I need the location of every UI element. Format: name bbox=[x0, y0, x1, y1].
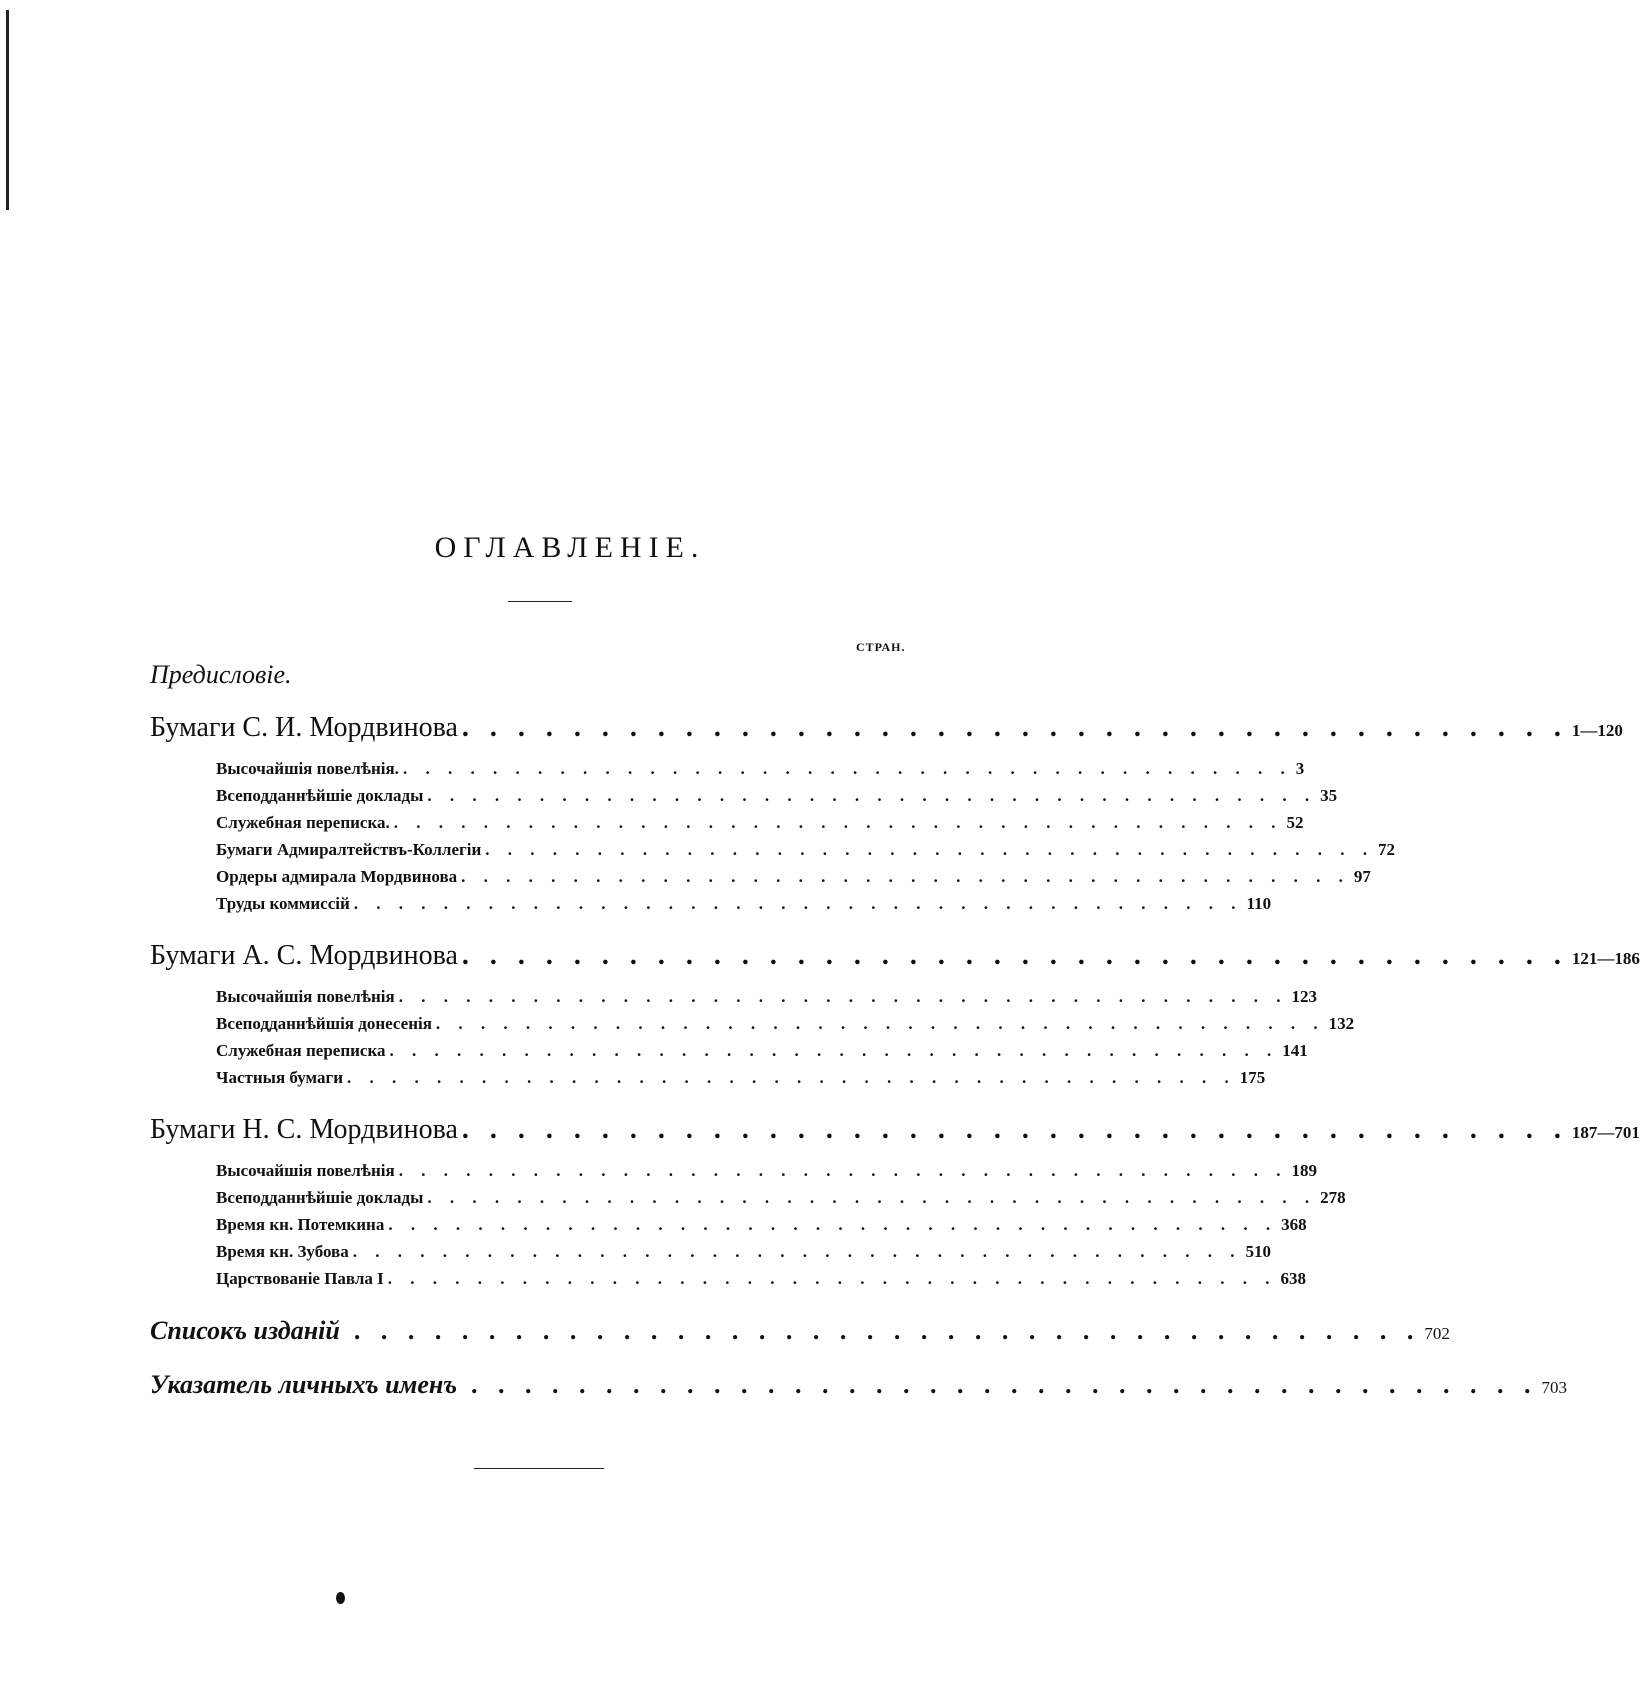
item-page: 278 bbox=[1320, 1188, 1346, 1207]
toc-item bbox=[216, 987, 1317, 1007]
leader-dots: . . . . . . . . . . . . . . . . . . . . . . . . . . . . . . . . . . . . . . . . bbox=[389, 1041, 1279, 1060]
toc-item bbox=[216, 1215, 1307, 1235]
toc-item bbox=[216, 894, 1272, 914]
item-label: Ордеры адмирала Мордвинова bbox=[216, 867, 458, 886]
item-page: 132 bbox=[1328, 1014, 1355, 1033]
leader-dots: . . . . . . . . . . . . . . . . . . . . . . . . . . . . . . . . . . . . . . . . bbox=[435, 1014, 1325, 1033]
item-label: Частныя бумаги bbox=[216, 1068, 343, 1087]
section-pages: 121—186 bbox=[1571, 949, 1640, 968]
item-page: 189 bbox=[1291, 1161, 1317, 1180]
item-label: Время кн. Зубова bbox=[216, 1242, 349, 1261]
item-page: 510 bbox=[1245, 1242, 1271, 1261]
preface-entry: Предисловіе. bbox=[150, 660, 292, 689]
section-pages: 1—120 bbox=[1571, 721, 1623, 740]
item-page: 175 bbox=[1239, 1068, 1266, 1087]
leader-dots: . . . . . . . . . . . . . . . . . . . . . . . . . . . . . . . . . . . . . . . . bbox=[427, 786, 1317, 805]
item-label: Служебная переписка bbox=[216, 1041, 386, 1060]
item-label: Высочайшія повелѣнія bbox=[216, 987, 395, 1006]
toc-item bbox=[216, 759, 1305, 779]
item-label: Труды коммиссій bbox=[216, 894, 350, 913]
toc-item bbox=[216, 1068, 1266, 1088]
leader-dots: . . . . . . . . . . . . . . . . . . . . . . . . . . . . . . . . . . . . . . . . bbox=[471, 1370, 1538, 1399]
page-title: ОГЛАВЛЕНІЕ. bbox=[434, 531, 706, 564]
leader-dots: . . . . . . . . . . . . . . . . . . . . . . . . . . . . . . . . . . . . . . . . bbox=[485, 840, 1374, 859]
end-rule bbox=[474, 1468, 604, 1469]
item-page: 123 bbox=[1291, 987, 1317, 1006]
leader-dots: . . . . . . . . . . . . . . . . . . . . . . . . . . . . . . . . . . . . . . . . bbox=[398, 1161, 1288, 1180]
item-label: Высочайшія повелѣнія. bbox=[216, 759, 399, 778]
item-label: Всеподданнѣйшія донесенія bbox=[216, 1014, 432, 1033]
page-edge-line bbox=[6, 10, 9, 210]
section-title: Бумаги А. С. Мордвинова bbox=[150, 940, 458, 971]
toc-item bbox=[216, 1242, 1271, 1262]
toc-item bbox=[216, 1188, 1346, 1208]
toc-item bbox=[216, 1041, 1308, 1061]
entry-page: 702 bbox=[1424, 1324, 1450, 1343]
item-page: 110 bbox=[1246, 894, 1272, 913]
leader-dots: . . . . . . . . . . . . . . . . . . . . . . . . . . . . . . . . . . . . . . . . bbox=[461, 1114, 1568, 1145]
item-page: 368 bbox=[1281, 1215, 1307, 1234]
entry-title: Указатель личныхъ именъ bbox=[150, 1370, 458, 1399]
item-page: 97 bbox=[1353, 867, 1371, 886]
toc-item bbox=[216, 1014, 1355, 1034]
toc-item bbox=[216, 867, 1371, 887]
leader-dots: . . . . . . . . . . . . . . . . . . . . . . . . . . . . . . . . . . . . . . . . bbox=[387, 1269, 1277, 1288]
leader-dots: . . . . . . . . . . . . . . . . . . . . . . . . . . . . . . . . . . . . . . . . bbox=[352, 1242, 1242, 1261]
toc-publications-list bbox=[150, 1316, 1450, 1346]
toc-section-3 bbox=[150, 1114, 1640, 1146]
item-label: Бумаги Адмиралтействъ-Коллегіи bbox=[216, 840, 482, 859]
item-page: 72 bbox=[1378, 840, 1395, 859]
item-label: Царствованіе Павла I bbox=[216, 1269, 384, 1288]
toc-item bbox=[216, 1269, 1307, 1289]
section-title: Бумаги С. И. Мордвинова bbox=[150, 712, 458, 743]
toc-item bbox=[216, 840, 1395, 860]
leader-dots: . . . . . . . . . . . . . . . . . . . . . . . . . . . . . . . . . . . . . . . . bbox=[461, 867, 1350, 886]
ink-blot bbox=[336, 1592, 345, 1604]
entry-page: 703 bbox=[1541, 1378, 1568, 1397]
leader-dots: . . . . . . . . . . . . . . . . . . . . . . . . . . . . . . . . . . . . . . . . bbox=[353, 1316, 1421, 1345]
item-page: 3 bbox=[1295, 759, 1305, 778]
pages-column-header: СТРАН. bbox=[856, 640, 906, 654]
title-rule bbox=[508, 601, 572, 602]
leader-dots: . . . . . . . . . . . . . . . . . . . . . . . . . . . . . . . . . . . . . . . . bbox=[402, 759, 1292, 778]
item-page: 35 bbox=[1320, 786, 1338, 805]
leader-dots: . . . . . . . . . . . . . . . . . . . . . . . . . . . . . . . . . . . . . . . . bbox=[388, 1215, 1278, 1234]
leader-dots: . . . . . . . . . . . . . . . . . . . . . . . . . . . . . . . . . . . . . . . . bbox=[461, 940, 1568, 971]
item-label: Служебная переписка. bbox=[216, 813, 390, 832]
toc-item bbox=[216, 786, 1338, 806]
item-label: Время кн. Потемкина bbox=[216, 1215, 385, 1234]
item-page: 638 bbox=[1280, 1269, 1307, 1288]
entry-title: Списокъ изданій bbox=[150, 1316, 340, 1345]
toc-item bbox=[216, 813, 1304, 833]
item-label: Высочайшія повелѣнія bbox=[216, 1161, 395, 1180]
section-pages: 187—701 bbox=[1571, 1123, 1640, 1142]
item-page: 141 bbox=[1282, 1041, 1308, 1060]
section-title: Бумаги Н. С. Мордвинова bbox=[150, 1114, 458, 1145]
toc-section-2 bbox=[150, 940, 1640, 972]
toc-item bbox=[216, 1161, 1317, 1181]
toc-section-1 bbox=[150, 712, 1623, 744]
item-label: Всеподданнѣйшіе доклады bbox=[216, 786, 424, 805]
leader-dots: . . . . . . . . . . . . . . . . . . . . . . . . . . . . . . . . . . . . . . . . bbox=[353, 894, 1243, 913]
leader-dots: . . . . . . . . . . . . . . . . . . . . . . . . . . . . . . . . . . . . . . . . bbox=[427, 1188, 1317, 1207]
item-label: Всеподданнѣйшіе доклады bbox=[216, 1188, 424, 1207]
toc-name-index bbox=[150, 1370, 1568, 1400]
leader-dots: . . . . . . . . . . . . . . . . . . . . . . . . . . . . . . . . . . . . . . . . bbox=[461, 712, 1568, 743]
leader-dots: . . . . . . . . . . . . . . . . . . . . . . . . . . . . . . . . . . . . . . . . bbox=[347, 1068, 1236, 1087]
leader-dots: . . . . . . . . . . . . . . . . . . . . . . . . . . . . . . . . . . . . . . . . bbox=[393, 813, 1283, 832]
item-page: 52 bbox=[1286, 813, 1304, 832]
leader-dots: . . . . . . . . . . . . . . . . . . . . . . . . . . . . . . . . . . . . . . . . bbox=[398, 987, 1288, 1006]
